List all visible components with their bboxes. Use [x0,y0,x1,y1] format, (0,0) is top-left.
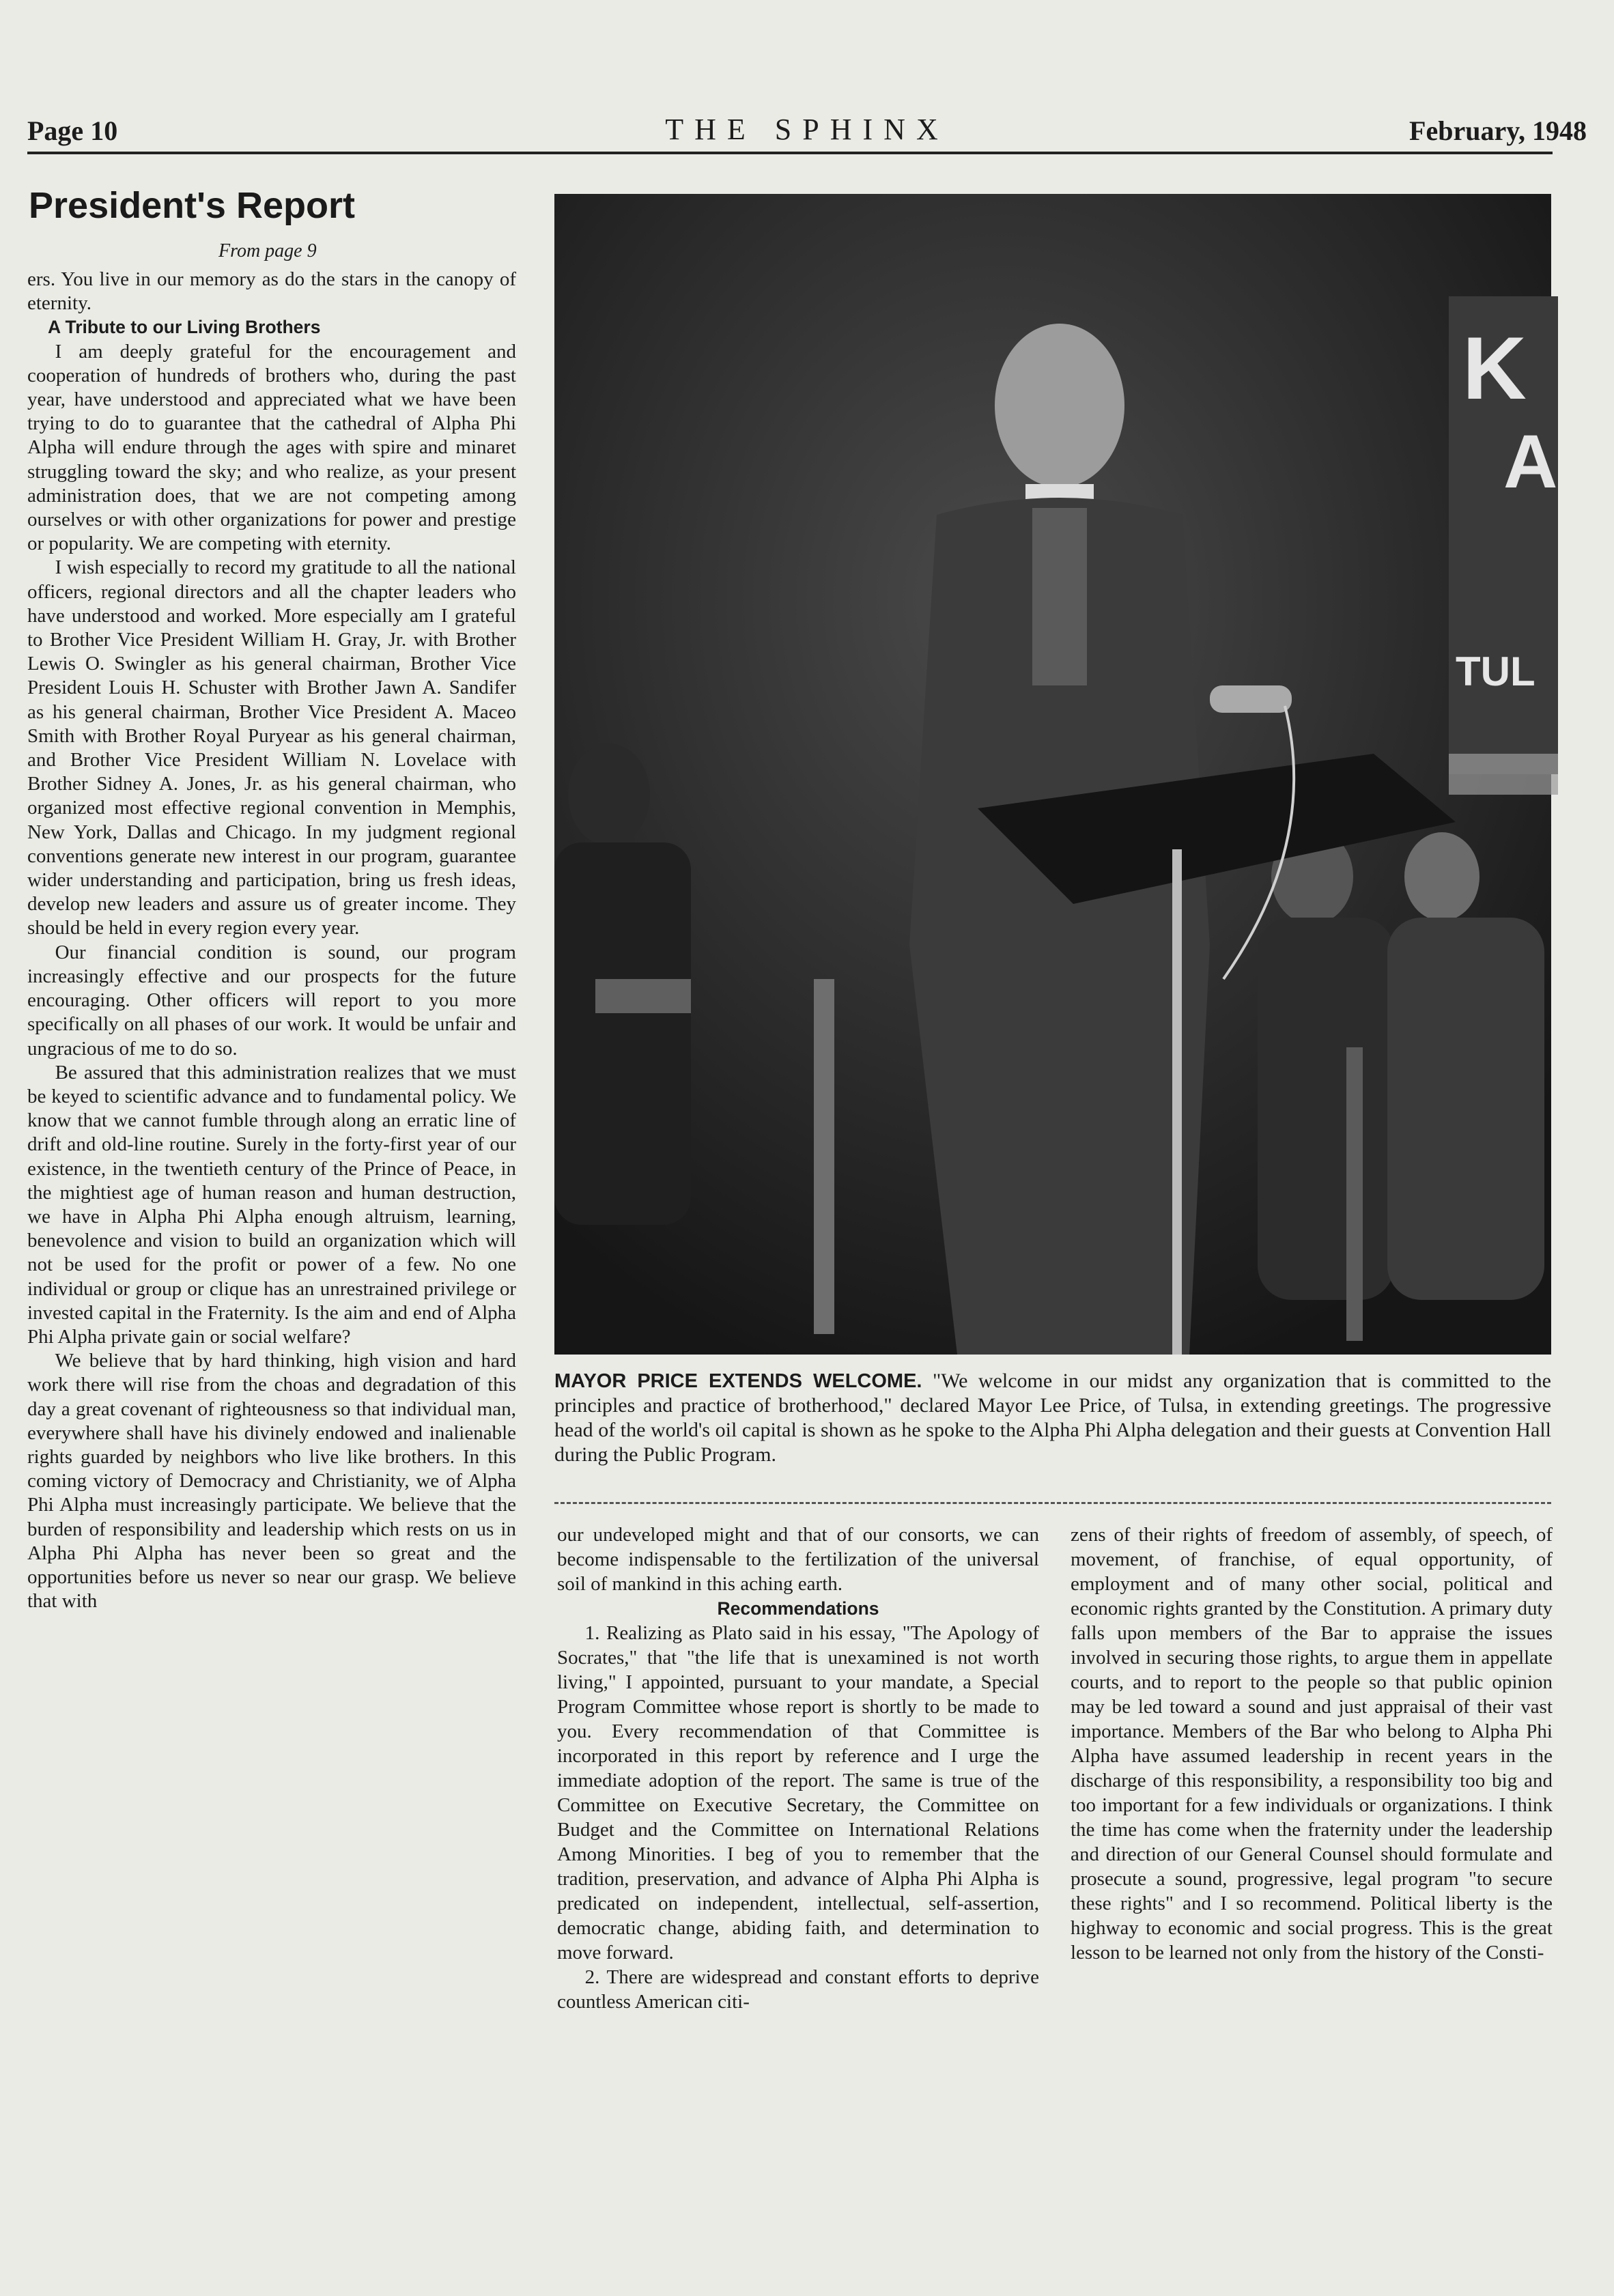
continued-from-note: From page 9 [218,240,317,261]
issue-date: February, 1948 [1409,115,1587,146]
caption-headline: MAYOR PRICE EXTENDS WELCOME. [554,1370,922,1392]
banner-letter: A [1503,420,1558,504]
paragraph: our undeveloped might and that of our consorts, we can become indispensable to the fertilization of the universal soil of mankind in this aching earth. [557,1524,1039,1595]
paragraph: Be assured that this administration realizes that we must be keyed to scientific advance and to fundamental policy. We know that we cannot fumble through along an erratic line of drift and old-line routine. Surely in the forty-first year of our existence, in the twentieth century of the Prince of Peace, in the mightiest age of human reason and human destruction, we have in Alpha Phi Alpha enough altruism, learning, benevolence and vision to build an organization which will not be used for the profit or power of a few. No one individual or group or clique has an unrestrained privilege or invested capital in the Fraternity. Is the aim and end of Alpha Phi Alpha private gain or social welfare? [27,1061,516,1348]
page-number: Page 10 [27,115,118,146]
caption-text: "We welcome in our midst any organization that is committed to the principles and practice of brotherhood," declared Mayor Lee Price, of Tulsa, in extending greetings. The progressive head of the world's oil capital is shown as he spoke to the Alpha Phi Alpha delegation and their guests at Convention Hall during the Public Program. [554,1370,1552,1466]
right-column [1071,1522,1553,2273]
header-rule [27,152,1553,154]
paragraph: I wish especially to record my gratitude to all the national officers, regional directors and all the chapter leaders who have understood and worked. More especially am I grateful to Brother Vice President William H. Gray, Jr. with Brother Lewis O. Swingler as his general chairman, Brother Vice President Louis H. Schuster with Brother Jawn A. Sandifer as his general chairman, Brother Vice President A. Maceo Smith with Brother Royal Puryear as his general chairman, and Brother Vice President William N. Lovelace with Brother Sidney A. Jones, Jr. as his general chairman, who organized most effective regional convention in Memphis, New York, Dallas and Chicago. In my judgment regional conventions generate new interest in our program, guarantee wider understanding and participation, bring us fresh ideas, develop new leaders and assure us of greater income. They should be held in every region every year. [27,556,516,939]
banner-letter: K [1462,318,1527,418]
paragraph: Our financial condition is sound, our program increasingly effective and our prospects for the future encouraging. Other officers will report to you more specifically on all phases of our work. It would be unfair and ungracious of me to do so. [27,941,516,1060]
article-title: President's Report [29,185,355,226]
subheading: A Tribute to our Living Brothers [48,317,321,338]
paragraph: 1. Realizing as Plato said in his essay, "The Apology of Socrates," that "the life that is unexamined is not worth living," I appointed, pursuant to your mandate, a Special Program Committee whose report is shortly to be made to you. Every recommendation of that Committee is incorporated in this report by reference and I urge the immediate adoption of the report. The same is true of the Committee on Executive Secretary, the Committee on Budget and the Committee on International Relations Among Minorities. I beg of you to remember that the tradition, preservation, and advance of Alpha Phi Alpha is predicated on independent, intellectual, self-assertion, democratic change, abiding faith, and determination to move forward. [557,1622,1039,1964]
paragraph: 2. There are widespread and constant efforts to deprive countless American citi- [557,1966,1039,2013]
paragraph: ers. You live in our memory as do the stars in the canopy of eternity. [27,268,516,315]
middle-column [557,1522,1039,2273]
recommendations-heading: Recommendations [717,1598,879,1619]
paragraph: I am deeply grateful for the encouragement and cooperation of hundreds of brothers who, during the past year, have understood and appreciated what we have been trying to do to guarantee that the cathedral of Alpha Phi Alpha will endure through the ages with spire and minaret struggling toward the sky; and who realize, as your present administration does, that we are not competing among ourselves or with other organizations for power and prestige or popularity. We are competing with eternity. [27,340,516,555]
photo-mayor-at-podium [554,194,1558,1355]
publication-name: THE SPHINX [665,113,949,146]
photo-caption [554,1369,1551,1467]
caption-divider [554,1502,1551,1504]
paragraph: zens of their rights of freedom of assembly, of speech, of movement, of franchise, of equal opportunity, of employment and of many other social, political and economic rights granted by the Constitution. A primary duty falls upon members of the Bar to appraise the issues involved in securing those rights, to argue them in appellate courts, and to report to the people so that public opinion may be led toward a sound and just appraisal of their vast importance. Members of the Bar who belong to Alpha Phi Alpha have assumed leadership in recent years in the discharge of this responsibility, a responsibility too big and too important for a few individuals or organizations. I think the time has come when the fraternity under the leadership and direction of our General Counsel should formulate and prosecute a sound, progressive, legal program "to secure these rights" and I so recommend. Political liberty is the highway to economic and social progress. This is the great lesson to be learned not only from the history of the Consti- [1071,1524,1553,1964]
left-column [27,268,516,2268]
paragraph: We believe that by hard thinking, high vision and hard work there will rise from the choas and degradation of this day a great covenant of righteousness so that individual man, everywhere shall have his divinely endowed and inalienable rights guarded by neighbors who live like brothers. In this coming victory of Democracy and Christianity, we of Alpha Phi Alpha must increasingly participate. We believe that the burden of responsibility and leadership which rests on us in Alpha Phi Alpha has never been so great and the opportunities before us never so near our grasp. We believe that with [27,1350,516,1613]
banner-letter: TUL [1456,649,1535,694]
